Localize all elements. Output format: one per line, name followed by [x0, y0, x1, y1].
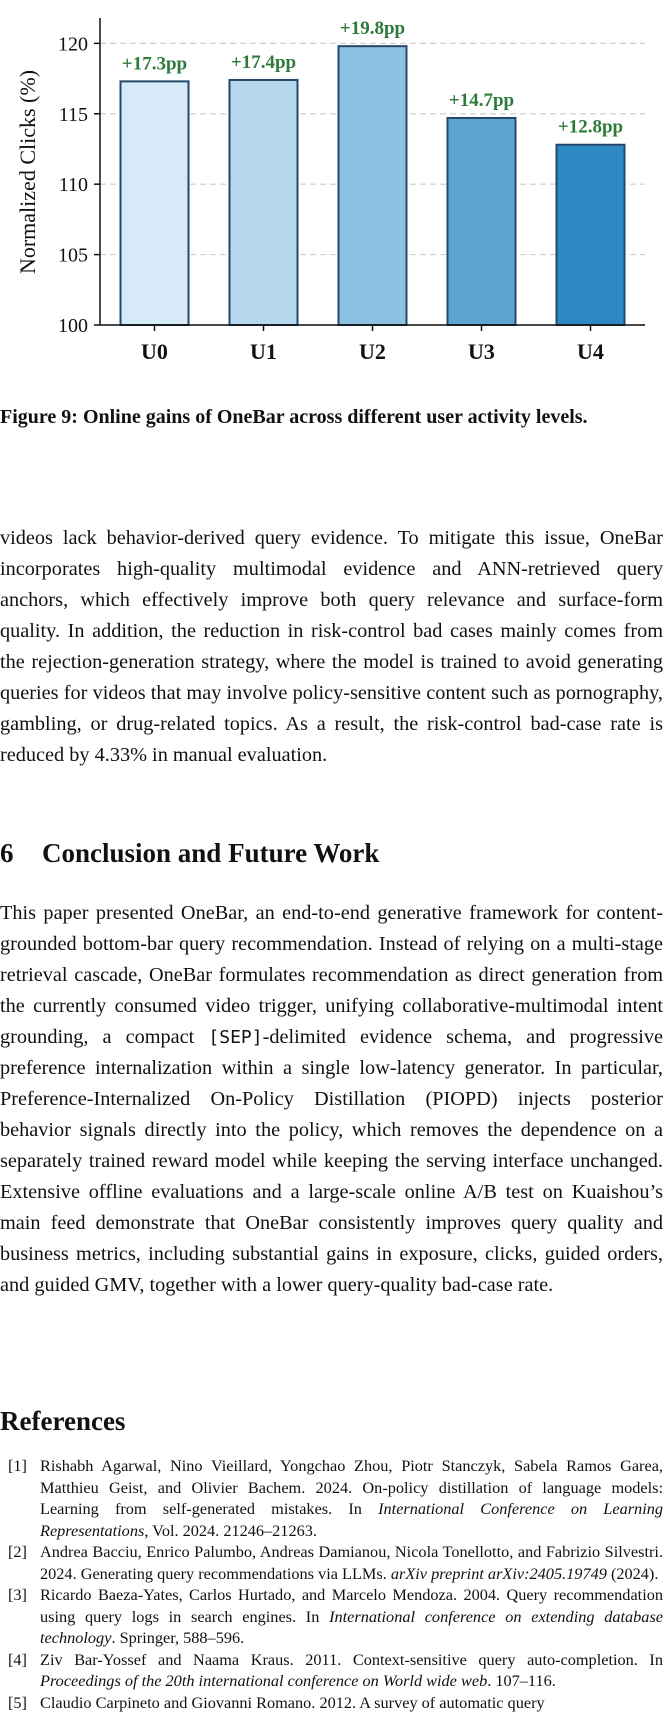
reference-text: Andrea Bacciu, Enrico Palumbo, Andreas Damianou, Nicola Tonellotto, and Fabrizio Silvestri. 2024. Generating query recommendations via LLMs. — [40, 1542, 663, 1583]
bar-u1 — [230, 80, 298, 325]
reference-tail: (2024). — [607, 1564, 659, 1583]
bar-u3 — [448, 118, 516, 325]
section-title: Conclusion and Future Work — [42, 838, 379, 868]
reference-number: [1] — [8, 1455, 27, 1477]
x-tick-label: U1 — [250, 339, 277, 364]
reference-item — [0, 1455, 663, 1541]
reference-number: [5] — [8, 1692, 27, 1713]
bar-chart — [0, 0, 663, 380]
reference-tail: . Springer, 588–596. — [111, 1628, 244, 1647]
y-tick-label: 110 — [59, 174, 88, 196]
body-paragraph-2 — [0, 898, 663, 1301]
bar-u0 — [121, 81, 189, 325]
reference-text: Ricardo Baeza-Yates, Carlos Hurtado, and Marcelo Mendoza. 2004. Query recommendation using query logs in search engines. In — [40, 1585, 663, 1626]
y-axis-label: Normalized Clicks (%) — [15, 70, 40, 274]
reference-venue: arXiv preprint arXiv:2405.19749 — [391, 1564, 607, 1583]
y-ticks — [58, 33, 100, 337]
x-tick-label: U3 — [468, 339, 495, 364]
data-label: +17.4pp — [231, 52, 296, 73]
data-label: +14.7pp — [449, 90, 514, 111]
chart-bars — [121, 46, 625, 325]
references-heading: References — [0, 1404, 125, 1438]
data-label: +17.3pp — [122, 53, 187, 74]
reference-item — [0, 1649, 663, 1692]
reference-venue: Proceedings of the 20th international conference on World wide web — [40, 1671, 487, 1690]
reference-number: [4] — [8, 1649, 27, 1671]
y-tick-label: 105 — [58, 245, 88, 267]
y-tick-label: 100 — [58, 315, 88, 337]
figure-caption: Figure 9: Online gains of OneBar across different user activity levels. — [0, 402, 663, 432]
data-label: +12.8pp — [558, 117, 623, 138]
bar-u4 — [557, 145, 625, 325]
bar-u2 — [339, 46, 407, 325]
reference-tail: . 107–116. — [487, 1671, 556, 1690]
data-label: +19.8pp — [340, 18, 405, 39]
x-tick-label: U4 — [577, 339, 604, 364]
references-list — [0, 1455, 663, 1713]
body-paragraph-1: videos lack behavior-derived query evidence. To mitigate this issue, OneBar incorporates high-quality multimodal evidence and ANN-retrieved query anchors, which effectively improve both query relevance and surface-form quality. In addition, the reduction in risk-control bad cases mainly comes from the rejection-generation strategy, where the model is trained to avoid generating queries for videos that may involve policy-sensitive content such as pornography, gambling, or drug-related topics. As a result, the risk-control bad-case rate is reduced by 4.33% in manual evaluation. — [0, 523, 663, 771]
section-heading — [0, 836, 379, 870]
reference-tail: , Vol. 2024. 21246–21263. — [144, 1521, 317, 1540]
x-ticks — [141, 325, 604, 364]
y-tick-label: 115 — [59, 104, 88, 126]
reference-item — [0, 1541, 663, 1584]
reference-venue: International conference on extending database technology — [40, 1607, 663, 1648]
reference-item — [0, 1584, 663, 1649]
reference-number: [3] — [8, 1584, 27, 1606]
reference-text: Ziv Bar-Yossef and Naama Kraus. 2011. Context-sensitive query auto-completion. In — [40, 1650, 663, 1669]
reference-text: Rishabh Agarwal, Nino Vieillard, Yongchao Zhou, Piotr Stanczyk, Sabela Ramos Garea, Matthieu Geist, and Olivier Bachem. 2024. On-policy distillation of language models: Learning from self-generated mistakes. In — [40, 1456, 663, 1518]
reference-number: [2] — [8, 1541, 27, 1563]
x-tick-label: U0 — [141, 339, 168, 364]
reference-text: Claudio Carpineto and Giovanni Romano. 2012. A survey of automatic query — [40, 1693, 545, 1712]
sep-token: [SEP] — [208, 1027, 262, 1048]
section-number: 6 — [0, 836, 42, 870]
reference-venue: International Conference on Learning Representations — [40, 1499, 663, 1540]
y-tick-label: 120 — [58, 33, 88, 55]
x-tick-label: U2 — [359, 339, 386, 364]
paragraph-2-text-b: -delimited evidence schema, and progressive preference internalization within a single low-latency generator. In particular, Preference-Internalized On-Policy Distillation (PIOPD) injects posterior behavior signals directly into the policy, which removes the dependence on a separately trained reward model while keeping the serving interface unchanged. Extensive offline evaluations and a large-scale online A/B test on Kuaishou’s main feed demonstrate that OneBar consistently improves query quality and business metrics, including substantial gains in exposure, clicks, guided orders, and guided GMV, together with a lower query-quality bad-case rate. — [0, 1026, 663, 1296]
paragraph-2-text-a: This paper presented OneBar, an end-to-end generative framework for content-grounded bottom-bar query recommendation. Instead of relying on a multi-stage retrieval cascade, OneBar formulates recommendation as direct generation from the currently consumed video trigger, unifying collaborative-multimodal intent grounding, a compact — [0, 902, 663, 1048]
